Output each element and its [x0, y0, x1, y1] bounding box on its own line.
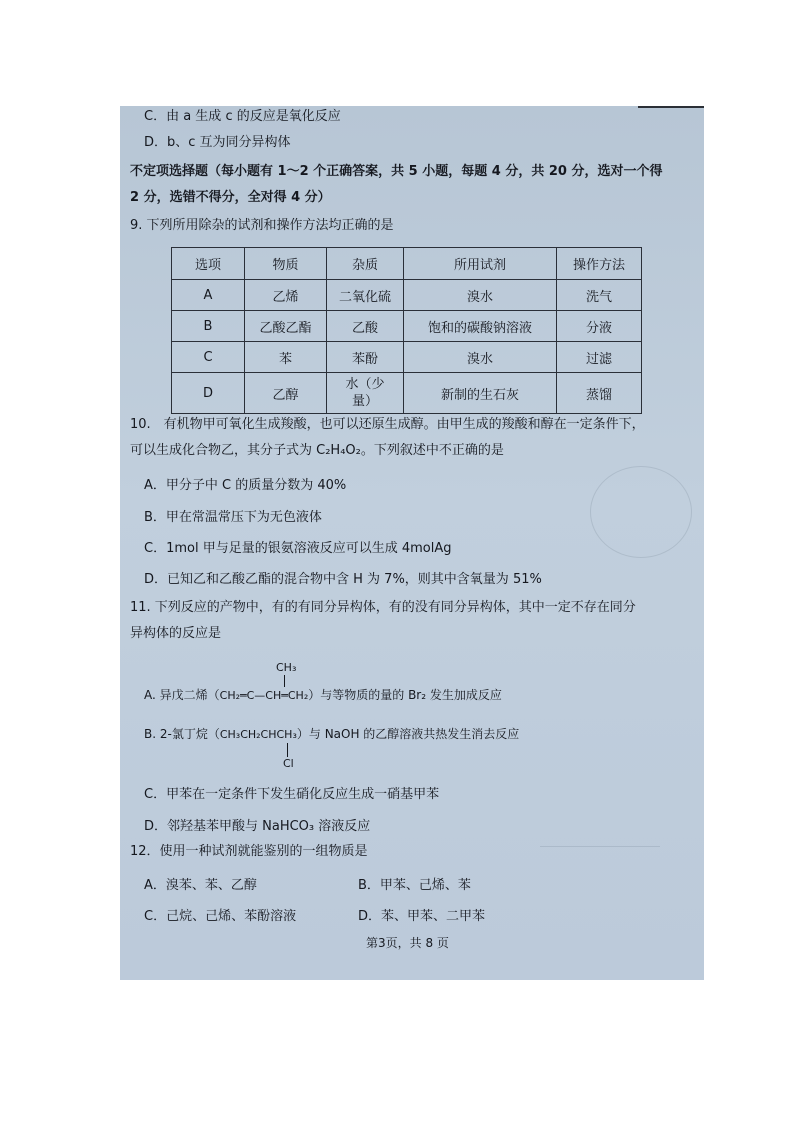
question-9: 9. 下列所用除杂的试剂和操作方法均正确的是 — [130, 218, 394, 233]
option-c-previous: C．由 a 生成 c 的反应是氧化反应 — [144, 109, 341, 124]
table-cell: 二氧化硫 — [327, 280, 404, 311]
table-cell: 苯酚 — [327, 342, 404, 373]
q11-option-a — [144, 687, 502, 704]
option-d-previous: D．b、c 互为同分异构体 — [144, 135, 291, 150]
table-row — [172, 373, 642, 414]
chlorobutane-formula: CH₃CH₂CHCH₃ — [219, 728, 297, 741]
table-header: 操作方法 — [557, 248, 642, 280]
table-header: 杂质 — [327, 248, 404, 280]
isoprene-formula: CH₂═C—CH═CH₂ — [219, 689, 309, 702]
q11-b-suffix: ）与 NaOH 的乙醇溶液共热发生消去反应 — [296, 727, 520, 741]
table-cell: 苯 — [245, 342, 327, 373]
purification-table — [171, 247, 642, 414]
chlorine-substituent: Cl — [283, 757, 294, 770]
table-cell: 溴水 — [404, 280, 557, 311]
table-header: 所用试剂 — [404, 248, 557, 280]
section-title: 不定项选择题（每小题有 1～2 个正确答案，共 5 小题，每题 4 分，共 20 分，选对一个得 — [130, 164, 663, 179]
q12-option-b: B．甲苯、己烯、苯 — [358, 878, 471, 893]
table-header: 选项 — [172, 248, 245, 280]
q11-option-b — [144, 726, 519, 743]
q11-option-c: C．甲苯在一定条件下发生硝化反应生成一硝基甲苯 — [144, 787, 440, 802]
table-cell: 乙醇 — [245, 373, 327, 414]
table-row — [172, 311, 642, 342]
q10-option-b: B．甲在常温常压下为无色液体 — [144, 510, 322, 525]
table-cell: 蒸馏 — [557, 373, 642, 414]
bond-line — [284, 675, 285, 687]
question-10: 10. 有机物甲可氧化生成羧酸，也可以还原生成醇。由甲生成的羧酸和醇在一定条件下， — [130, 417, 645, 432]
table-cell: 乙酸乙酯 — [245, 311, 327, 342]
q11-option-d: D．邻羟基苯甲酸与 NaHCO₃ 溶液反应 — [144, 819, 371, 834]
table-cell: D — [172, 373, 245, 414]
question-10-cont: 可以生成化合物乙，其分子式为 C₂H₄O₂。下列叙述中不正确的是 — [130, 443, 504, 458]
q11-b-prefix: B. 2-氯丁烷（ — [144, 727, 220, 741]
page-edge-line — [638, 106, 704, 108]
table-row — [172, 280, 642, 311]
q10-option-c: C．1mol 甲与足量的银氨溶液反应可以生成 4molAg — [144, 541, 452, 556]
table-cell: B — [172, 311, 245, 342]
q10-option-d: D．已知乙和乙酸乙酯的混合物中含 H 为 7%，则其中含氧量为 51% — [144, 572, 542, 587]
table-cell: C — [172, 342, 245, 373]
table-header-row — [172, 248, 642, 280]
table-cell: 洗气 — [557, 280, 642, 311]
q12-option-a: A．溴苯、苯、乙醇 — [144, 878, 257, 893]
table-cell: 乙烯 — [245, 280, 327, 311]
question-11: 11. 下列反应的产物中，有的有同分异构体，有的没有同分异构体，其中一定不存在同分 — [130, 600, 636, 615]
question-11-cont: 异构体的反应是 — [130, 626, 222, 641]
methyl-substituent: CH₃ — [276, 661, 297, 674]
q12-option-d: D．苯、甲苯、二甲苯 — [358, 909, 486, 924]
section-title-cont: 2 分，选错不得分，全对得 4 分） — [130, 190, 331, 205]
question-12: 12．使用一种试剂就能鉴别的一组物质是 — [130, 844, 368, 859]
table-cell: 新制的生石灰 — [404, 373, 557, 414]
table-cell: 分液 — [557, 311, 642, 342]
q10-option-a: A．甲分子中 C 的质量分数为 40% — [144, 478, 347, 493]
table-cell: 过滤 — [557, 342, 642, 373]
table-cell: 水（少量） — [327, 373, 404, 414]
photographed-exam-page — [120, 106, 704, 980]
table-cell: 溴水 — [404, 342, 557, 373]
table-row — [172, 342, 642, 373]
table-header: 物质 — [245, 248, 327, 280]
q12-option-c: C．己烷、己烯、苯酚溶液 — [144, 909, 297, 924]
table-cell: A — [172, 280, 245, 311]
q11-a-suffix: ）与等物质的量的 Br₂ 发生加成反应 — [308, 688, 502, 702]
bleed-through-shadow — [540, 846, 660, 907]
table-cell: 饱和的碳酸钠溶液 — [404, 311, 557, 342]
table-cell: 乙酸 — [327, 311, 404, 342]
page-footer: 第3页，共 8 页 — [366, 936, 449, 950]
bleed-through-shadow — [590, 466, 692, 558]
q11-a-prefix: A. 异戊二烯（ — [144, 688, 220, 702]
bond-line — [287, 743, 288, 757]
